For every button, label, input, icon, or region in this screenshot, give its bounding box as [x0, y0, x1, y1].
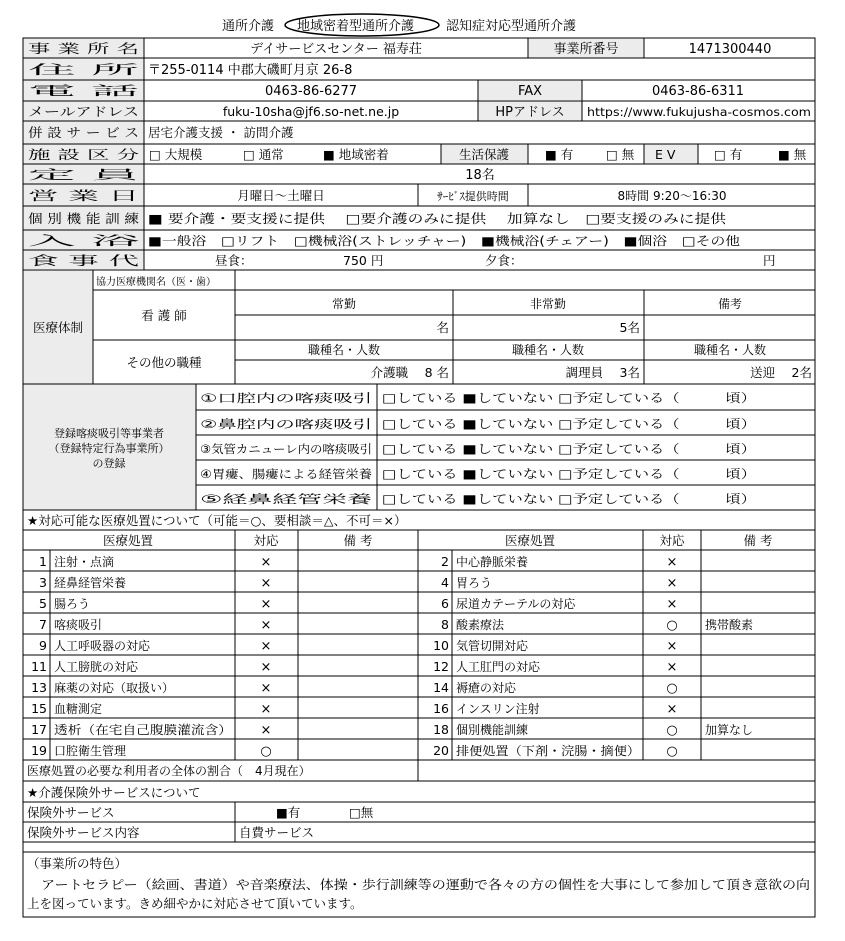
treatment-name: 褥瘡の対応 [456, 681, 517, 695]
suction-item-status: □している ■していない □予定している（ 頃） [382, 442, 756, 456]
treatment-name: 気管切開対応 [456, 639, 529, 653]
treatment-header-right: 医療処置 [504, 533, 556, 548]
elevator-label: E V [655, 147, 676, 162]
treatment-number: 14 [433, 680, 449, 695]
phone-value: 0463-86-6277 [264, 84, 358, 99]
outside-services-title: ★介護保険外サービスについて [27, 785, 201, 800]
treatment-support-mark: ○ [666, 744, 678, 759]
business-days-value: 月曜日～土曜日 [237, 188, 325, 203]
service-hours-value: 8時間 9:20～16:30 [617, 189, 727, 203]
treatment-number: 4 [441, 575, 449, 590]
treatment-support-mark: × [666, 660, 678, 675]
nurse-full-time-header: 常勤 [331, 297, 357, 311]
treatment-number: 12 [433, 659, 449, 674]
facility-type-label: 施 設 区 分 [28, 147, 140, 162]
outside-service-yes[interactable]: ■有 [276, 805, 301, 820]
treatment-support-mark: ○ [260, 744, 272, 759]
medical-system-label: 医療体制 [32, 320, 84, 335]
treatment-support-mark: ○ [666, 681, 678, 696]
treatment-support-mark: × [260, 681, 272, 696]
address-value: 〒255-0114 中郡大磯町月京 26-8 [148, 63, 353, 78]
functional-training-value: ■ 要介護・要支援に提供 □要介護のみに提供 加算なし □要支援のみに提供 [148, 211, 727, 226]
elevator-option-yes[interactable]: □ 有 [714, 147, 743, 162]
treatment-number: 16 [433, 701, 449, 716]
business-days-label: 営 業 日 [28, 188, 139, 203]
treatment-name: 麻薬の対応（取扱い） [54, 681, 175, 695]
treatment-ratio-label: 医療処置の必要な利用者の全体の割合（ 4月現在） [27, 764, 311, 778]
treatment-header-left: 医療処置 [102, 533, 154, 548]
suction-label-line-3: の登録 [92, 457, 126, 470]
email-value[interactable]: fuku-10sha@jf6.so-net.ne.jp [222, 104, 400, 119]
suction-item-status: □している ■していない □予定している（ 頃） [382, 467, 756, 481]
job-care-staff: 介護職 8 名 [370, 365, 449, 380]
treatment-support-mark: × [666, 597, 678, 612]
header-option-dementia: 認知症対応型通所介護 [446, 19, 577, 34]
job-header-1: 職種名・人数 [307, 343, 381, 357]
job-driver: 送迎 2名 [750, 365, 812, 380]
homepage-label: HPアドレス [495, 105, 565, 120]
capacity-value: 18名 [465, 168, 495, 183]
functional-training-label: 個 別 機 能 訓 練 [28, 211, 140, 226]
features-line-1: アートセラピー（絵画、書道）や音楽療法、体操・歩行訓練等の運動で各々の方の個性を大事にして参加して頂き意欲の向 [27, 877, 810, 892]
treatment-name: 腸ろう [54, 597, 91, 611]
outside-service-label: 保険外サービス [27, 805, 115, 820]
treatment-name: 尿道カテーテルの対応 [456, 597, 576, 611]
treatment-number: 9 [39, 638, 47, 653]
joint-service-label: 併 設 サ ー ビ ス [28, 125, 139, 140]
office-number-label: 事業所番号 [553, 42, 619, 57]
fax-label: FAX [517, 84, 543, 99]
treatment-title: ★対応可能な医療処置について（可能＝○、要相談＝△、不可＝×） [27, 513, 407, 528]
features-title: （事業所の特色） [27, 856, 128, 871]
support-header-left: 対応 [253, 533, 279, 548]
bathing-value: ■一般浴 □リフト □機械浴(ストレッチャー) ■機械浴(チェアー) ■個浴 □その他 [148, 234, 630, 248]
job-header-3: 職種名・人数 [693, 343, 767, 357]
welfare-label: 生活保護 [458, 147, 510, 162]
facility-option-normal[interactable]: □ 通常 [243, 147, 284, 162]
treatment-name: 胃ろう [456, 576, 493, 590]
treatment-name: 人工呼吸器の対応 [54, 639, 151, 653]
treatment-number: 6 [441, 596, 449, 611]
treatment-support-mark: × [260, 639, 272, 654]
job-header-2: 職種名・人数 [511, 343, 585, 357]
suction-item-name: ③気管カニューレ内の喀痰吸引 [200, 442, 372, 456]
suction-item-name: ④胃瘻、腸瘻による経管栄養 [200, 467, 373, 481]
suction-item-status: □している ■していない □予定している（ 頃） [382, 492, 756, 506]
treatment-number: 8 [441, 617, 449, 632]
suction-item-name: ②鼻腔内の喀痰吸引 [200, 417, 372, 431]
office-name-label: 事 業 所 名 [28, 41, 139, 56]
treatment-support-mark: × [666, 555, 678, 570]
treatment-name: 注射・点滴 [54, 555, 115, 569]
address-label: 住 所 [28, 62, 141, 77]
treatment-remark: 携帯酸素 [705, 618, 754, 632]
welfare-option-no[interactable]: □ 無 [606, 147, 635, 162]
joint-service-value: 居宅介護支援 ・ 訪問介護 [148, 125, 294, 140]
treatment-support-mark: × [260, 618, 272, 633]
remarks-header-left: 備 考 [343, 533, 373, 548]
treatment-name: 口腔衛生管理 [54, 744, 127, 758]
treatment-name: 人工肛門の対応 [456, 660, 541, 674]
capacity-label: 定 員 [28, 167, 141, 182]
treatment-rows [31, 554, 753, 759]
treatment-name: 酸素療法 [456, 618, 505, 632]
treatment-number: 20 [433, 743, 449, 758]
treatment-name: 中心静脈栄養 [456, 555, 529, 569]
meal-cost-label: 食 事 代 [28, 253, 141, 268]
welfare-option-yes[interactable]: ■ 有 [545, 147, 574, 162]
treatment-name: インスリン注射 [456, 702, 540, 716]
treatment-support-mark: ○ [666, 618, 678, 633]
lunch-label: 昼食： [215, 253, 253, 268]
suction-label-line-1: 登録喀痰吸引等事業者 [54, 427, 164, 440]
elevator-option-no[interactable]: ■ 無 [778, 147, 807, 162]
treatment-name: 排便処置（下剤・浣腸・摘便） [456, 744, 625, 758]
treatment-number: 2 [441, 554, 449, 569]
nurse-part-time-header: 非常勤 [529, 297, 567, 311]
partner-hospital-label: 協力医療機関名（医・歯） [96, 277, 216, 288]
treatment-remark: 加算なし [705, 723, 754, 737]
treatment-number: 13 [31, 680, 47, 695]
treatment-support-mark: × [260, 723, 272, 738]
treatment-support-mark: × [666, 576, 678, 591]
fax-value: 0463-86-6311 [651, 84, 745, 99]
lunch-value: 750 円 [343, 253, 384, 268]
treatment-number: 15 [31, 701, 47, 716]
facility-option-large[interactable]: □ 大規模 [149, 147, 203, 162]
treatment-support-mark: × [260, 660, 272, 675]
treatment-support-mark: × [666, 702, 678, 717]
office-number-value: 1471300440 [688, 42, 772, 57]
header-option-day-service: 通所介護 [222, 19, 275, 34]
suction-item-status: □している ■していない □予定している（ 頃） [382, 417, 756, 431]
nurse-full-time-count: 名 [436, 320, 449, 335]
job-cook: 調理員 3名 [565, 365, 640, 380]
treatment-name: 血糖測定 [54, 702, 103, 716]
treatment-support-mark: × [260, 702, 272, 717]
treatment-name: 人工膀胱の対応 [54, 660, 139, 674]
remarks-header-right: 備 考 [743, 533, 773, 548]
treatment-number: 5 [39, 596, 47, 611]
treatment-support-mark: ○ [666, 723, 678, 738]
treatment-name: 喀痰吸引 [54, 618, 103, 632]
treatment-number: 19 [31, 743, 47, 758]
dinner-unit: 円 [763, 253, 776, 268]
office-name-value: デイサービスセンター 福寿荘 [250, 42, 422, 57]
treatment-support-mark: × [666, 639, 678, 654]
nurse-part-time-count: 5名 [619, 320, 640, 335]
outside-content-label: 保険外サービス内容 [27, 825, 140, 840]
homepage-value[interactable]: https://www.fukujusha-cosmos.com [587, 105, 811, 119]
treatment-name: 経鼻経管栄養 [54, 576, 127, 590]
support-header-right: 対応 [659, 533, 685, 548]
treatment-support-mark: × [260, 576, 272, 591]
treatment-support-mark: × [260, 597, 272, 612]
email-label: メールアドレス [28, 104, 139, 119]
treatment-name: 個別機能訓練 [456, 723, 529, 737]
dinner-label: 夕食： [485, 253, 523, 268]
suction-item-name: ⑤経鼻経管栄養 [200, 492, 374, 506]
service-hours-label: ｻｰﾋﾞｽ提供時間 [437, 190, 509, 203]
suction-item-status: □している ■していない □予定している（ 頃） [382, 391, 756, 405]
treatment-number: 3 [39, 575, 47, 590]
treatment-support-mark: × [260, 555, 272, 570]
treatment-name: 透析（在宅自己腹膜灌流含） [54, 723, 211, 737]
nurse-remarks-header: 備考 [717, 297, 743, 311]
treatment-number: 17 [31, 722, 47, 737]
features-line-2: 上を図っています。きめ細やかに対応させて頂いています。 [27, 896, 363, 911]
suction-item-name: ①口腔内の喀痰吸引 [200, 391, 372, 405]
treatment-number: 18 [433, 722, 449, 737]
bathing-label: 入 浴 [28, 233, 141, 248]
outside-content-value: 自費サービス [239, 825, 315, 840]
header-option-community: 地域密着型通所介護 [297, 19, 415, 34]
treatment-number: 1 [39, 554, 47, 569]
nurse-label: 看 護 師 [141, 308, 187, 323]
suction-label-line-2: （登録特定行為事業所） [48, 442, 170, 455]
treatment-number: 7 [39, 617, 47, 632]
outside-service-no[interactable]: □無 [349, 805, 374, 820]
facility-option-community[interactable]: ■ 地域密着 [323, 147, 389, 162]
treatment-number: 11 [31, 659, 47, 674]
treatment-number: 10 [433, 638, 449, 653]
other-staff-label: その他の職種 [126, 355, 202, 370]
suction-rows [200, 391, 756, 506]
phone-label: 電 話 [28, 83, 141, 98]
